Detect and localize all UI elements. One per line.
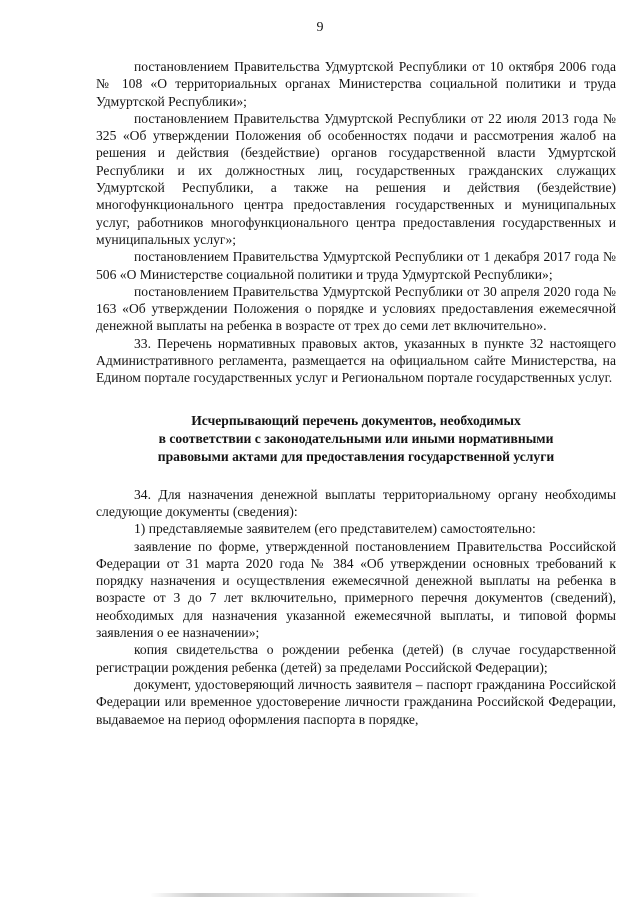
page-number: 9 [316, 20, 324, 35]
paragraph-resolution-506: постановлением Правительства Удмуртской Республики от 1 декабря 2017 года № 506 «О Министерстве социальной политики и труда Удмуртской Республики»; [96, 249, 616, 282]
paragraph-application-form: заявление по форме, утвержденной постановлением Правительства Российской Федерации от 31 марта 2020 года № 384 «Об утверждении основных требований к порядку назначения и осуществления ежемесячной денежной выплаты на ребенка в возрасте от 3 до 7 лет включительно, примерного перечня документов (сведений), необходимых для назначения указанной ежемесячной выплаты, и типовой формы заявления о ее назначении»; [96, 538, 616, 641]
paragraph-item-34: 34. Для назначения денежной выплаты территориальному органу необходимы следующие документы (сведения): [96, 486, 616, 519]
section-heading-line: правовыми актами для предоставления государственной услуги [157, 448, 555, 464]
paragraph-resolution-108: постановлением Правительства Удмуртской Республики от 10 октября 2006 года № 108 «О территориальных органах Министерства социальной политики и труда Удмуртской Республики»; [96, 59, 616, 109]
paragraph-subitem-1: 1) представляемые заявителем (его представителем) самостоятельно: [134, 521, 536, 537]
section-heading-line: Исчерпывающий перечень документов, необходимых [191, 412, 521, 428]
section-heading-line: в соответствии с законодательными или иными нормативными [158, 430, 554, 446]
paragraph-resolution-163: постановлением Правительства Удмуртской Республики от 30 апреля 2020 года № 163 «Об утверждении Положения о порядке и условиях предоставления ежемесячной денежной выплаты на ребенка в возрасте от трех до семи лет включительно». [96, 283, 616, 334]
paragraph-birth-certificate: копия свидетельства о рождении ребенка (детей) (в случае государственной регистрации рождения ребенка (детей) за пределами Российской Федерации); [96, 642, 616, 675]
scan-smudge [150, 893, 480, 897]
paragraph-resolution-325: постановлением Правительства Удмуртской Республики от 22 июля 2013 года № 325 «Об утверждении Положения об особенностях подачи и рассмотрения жалоб на решения и действия (бездействие) органов государственной власти Удмуртской Республики и их должностных лиц, государственных гражданских служащих Удмуртской Республики, а также на решения и действия (бездействие) многофункционального центра предоставления государственных и муниципальных услуг, работников многофункционального центра предоставления государственных и муниципальных услуг»; [96, 110, 616, 247]
paragraph-item-33: 33. Перечень нормативных правовых актов, указанных в пункте 32 настоящего Административного регламента, размещается на официальном сайте Министерства, на Едином портале государственных услуг и Региональном портале государственных услуг. [96, 335, 616, 386]
document-body [96, 58, 616, 728]
section-heading [96, 412, 616, 466]
paragraph-identity-document: документ, удостоверяющий личность заявителя – паспорт гражданина Российской Федерации или временное удостоверение личности гражданина Российской Федерации, выдаваемое на период оформления паспорта в порядке, [96, 676, 616, 727]
